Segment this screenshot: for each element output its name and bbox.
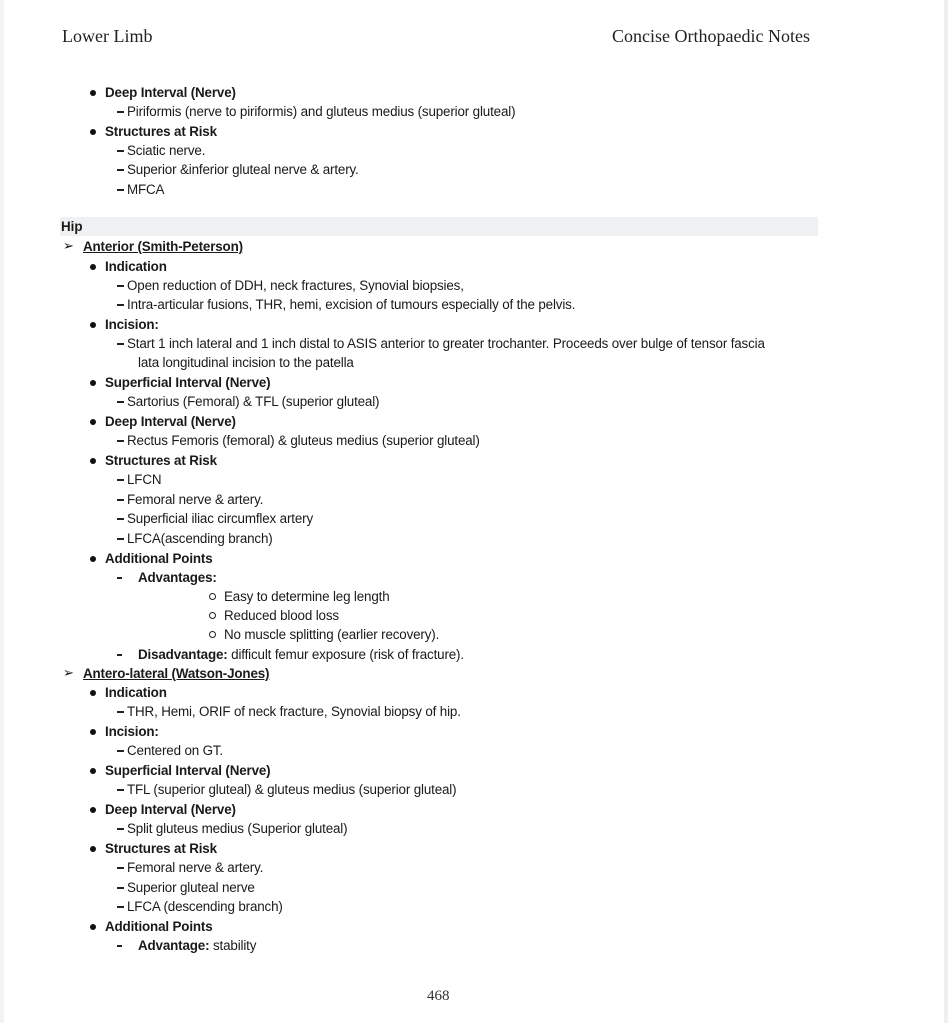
- dash-icon: [117, 169, 124, 171]
- dash-icon: [117, 538, 124, 540]
- approach-title-antero-lateral: Antero-lateral (Watson-Jones): [83, 666, 270, 681]
- dash-icon: [117, 343, 124, 345]
- subheading-structures-at-risk: Structures at Risk: [105, 841, 217, 856]
- dash-icon: [117, 711, 124, 713]
- bullet-icon: [90, 807, 96, 813]
- dash-icon: [117, 906, 124, 908]
- bullet-icon: [90, 690, 96, 696]
- dash-icon: [117, 750, 124, 752]
- list-item: TFL (superior gluteal) & gluteus medius (superior gluteal): [127, 782, 457, 797]
- subheading-incision: Incision:: [105, 724, 159, 739]
- dash-icon: [117, 828, 124, 830]
- dash-icon: [117, 189, 124, 191]
- bullet-icon: [90, 419, 96, 425]
- dash-icon: [117, 789, 124, 791]
- disadvantage-text: difficult femur exposure (risk of fracture).: [227, 647, 464, 662]
- circle-bullet-icon: [209, 631, 216, 638]
- list-item: Superior gluteal nerve: [127, 880, 255, 895]
- dash-icon: [117, 304, 124, 306]
- subheading-deep-interval: Deep Interval (Nerve): [105, 802, 236, 817]
- list-item: Reduced blood loss: [224, 608, 339, 623]
- bullet-icon: [90, 380, 96, 386]
- subheading-deep-interval: Deep Interval (Nerve): [105, 414, 236, 429]
- subheading-superficial-interval: Superficial Interval (Nerve): [105, 375, 271, 390]
- dash-icon: [117, 499, 124, 501]
- bullet-icon: [90, 846, 96, 852]
- list-item: Centered on GT.: [127, 743, 224, 758]
- subheading-indication: Indication: [105, 259, 167, 274]
- section-heading-hip: Hip: [61, 219, 83, 234]
- dash-icon: [117, 518, 124, 520]
- bullet-icon: [90, 729, 96, 735]
- list-item: Sciatic nerve.: [127, 143, 206, 158]
- dash-icon: [117, 111, 124, 113]
- dash-icon: [117, 945, 122, 947]
- disadvantage-line: [138, 645, 464, 664]
- dash-icon: [117, 577, 122, 579]
- approach-title-anterior: Anterior (Smith-Peterson): [83, 239, 243, 254]
- list-item: THR, Hemi, ORIF of neck fracture, Synovial biopsy of hip.: [127, 704, 461, 719]
- list-item: Superficial iliac circumflex artery: [127, 511, 313, 526]
- subheading-deep-interval: Deep Interval (Nerve): [105, 85, 236, 100]
- advantage-label: Advantage:: [138, 938, 210, 953]
- list-item: Superior &inferior gluteal nerve & artery.: [127, 162, 359, 177]
- bullet-icon: [90, 322, 96, 328]
- subheading-structures-at-risk: Structures at Risk: [105, 453, 217, 468]
- viewer-scrollbar-track[interactable]: [944, 0, 948, 1023]
- arrow-bullet-icon: ➢: [63, 665, 74, 680]
- dash-icon: [117, 440, 124, 442]
- page-left-edge: [0, 0, 4, 1023]
- bullet-icon: [90, 768, 96, 774]
- list-item: MFCA: [127, 182, 165, 197]
- list-item: Open reduction of DDH, neck fractures, Synovial biopsies,: [127, 278, 464, 293]
- dash-icon: [117, 654, 122, 656]
- subheading-additional-points: Additional Points: [105, 551, 213, 566]
- dash-icon: [117, 887, 124, 889]
- list-item-continuation: lata longitudinal incision to the patella: [138, 355, 354, 370]
- dash-icon: [117, 479, 124, 481]
- advantage-text: stability: [209, 938, 257, 953]
- advantage-line: [138, 936, 256, 955]
- advantages-label: Advantages:: [138, 570, 217, 585]
- page-number: 468: [427, 988, 450, 1004]
- bullet-icon: [90, 129, 96, 135]
- dash-icon: [117, 867, 124, 869]
- dash-icon: [117, 150, 124, 152]
- list-item: LFCA(ascending branch): [127, 531, 273, 546]
- list-item: Femoral nerve & artery.: [127, 492, 264, 507]
- list-item: Intra-articular fusions, THR, hemi, excision of tumours especially of the pelvis.: [127, 297, 576, 312]
- arrow-bullet-icon: ➢: [63, 238, 74, 253]
- circle-bullet-icon: [209, 593, 216, 600]
- dash-icon: [117, 285, 124, 287]
- section-heading-band: [60, 217, 818, 236]
- list-item: Piriformis (nerve to piriformis) and gluteus medius (superior gluteal): [127, 104, 516, 119]
- list-item: No muscle splitting (earlier recovery).: [224, 627, 440, 642]
- list-item: LFCA (descending branch): [127, 899, 283, 914]
- subheading-structures-at-risk: Structures at Risk: [105, 124, 217, 139]
- subheading-incision: Incision:: [105, 317, 159, 332]
- list-item: Sartorius (Femoral) & TFL (superior gluteal): [127, 394, 380, 409]
- subheading-indication: Indication: [105, 685, 167, 700]
- running-header-left: Lower Limb: [62, 26, 153, 46]
- dash-icon: [117, 401, 124, 403]
- list-item: LFCN: [127, 472, 162, 487]
- list-item: Rectus Femoris (femoral) & gluteus medius (superior gluteal): [127, 433, 480, 448]
- subheading-additional-points: Additional Points: [105, 919, 213, 934]
- bullet-icon: [90, 924, 96, 930]
- bullet-icon: [90, 458, 96, 464]
- running-header-right: Concise Orthopaedic Notes: [612, 26, 810, 46]
- circle-bullet-icon: [209, 612, 216, 619]
- list-item: Easy to determine leg length: [224, 589, 390, 604]
- bullet-icon: [90, 90, 96, 96]
- subheading-superficial-interval: Superficial Interval (Nerve): [105, 763, 271, 778]
- bullet-icon: [90, 556, 96, 562]
- list-item: Femoral nerve & artery.: [127, 860, 264, 875]
- list-item: Start 1 inch lateral and 1 inch distal to ASIS anterior to greater trochanter. Proceeds over bulge of tensor fascia: [127, 336, 765, 351]
- list-item: Split gluteus medius (Superior gluteal): [127, 821, 348, 836]
- bullet-icon: [90, 264, 96, 270]
- disadvantage-label: Disadvantage:: [138, 647, 228, 662]
